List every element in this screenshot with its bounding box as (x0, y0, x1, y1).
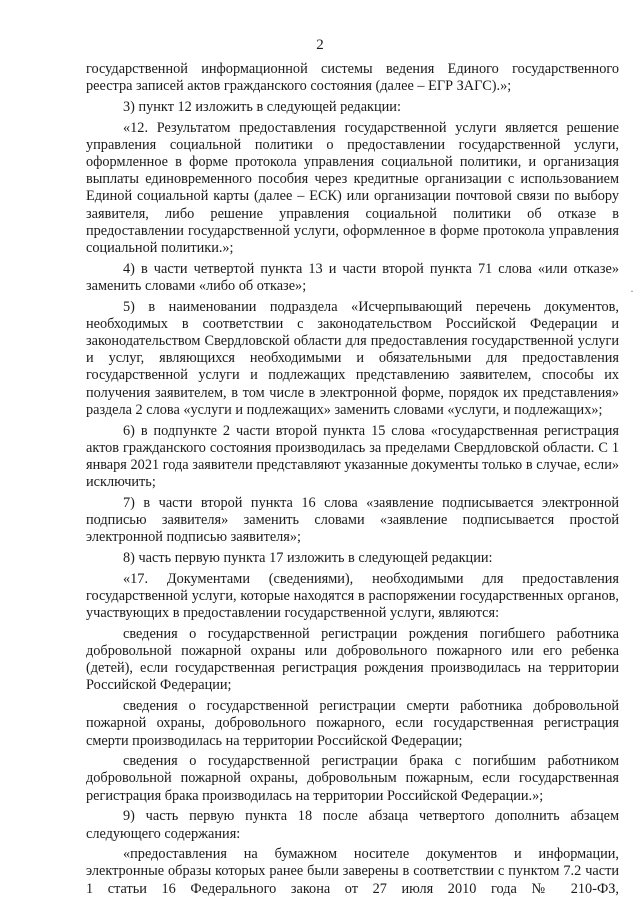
document-body (86, 61, 619, 901)
paragraph-birth-registration: сведения о государственной регистрации рождения погибшего работника добровольной пожарной охраны или добровольного пожарного или его ребенка (детей), если государственная регистрация рождения производилась на территории Российской Федерации; (86, 625, 619, 694)
page-number: 2 (316, 37, 324, 53)
paragraph-item-8: 8) часть первую пункта 17 изложить в следующей редакции: (123, 549, 493, 566)
paragraph-item-7: 7) в части второй пункта 16 слова «заявление подписывается электронной подписью заявителя» заменить словами «заявление подписывается простой электронной подписью заявителя»; (86, 494, 619, 546)
paragraph-quote-12: «12. Результатом предоставления государственной услуги является решение управления социальной политики о предоставлении государственной услуги, оформленное в форме протокола управления социальной политики, и организация выплаты единовременного пособия через кредитные организации с использованием Единой социальной карты (далее – ЕСК) или организации почтовой связи по выбору заявителя, либо решение управления социальной политики об отказе в предоставлении государственной услуги, оформленное в форме протокола управления социальной политики.»; (86, 119, 619, 257)
paragraph-continuation: государственной информационной системы ведения Единого государственного реестра записей актов гражданского состояния (далее – ЕГР ЗАГС).»; (86, 61, 619, 95)
margin-mark: · (630, 284, 634, 298)
paragraph-marriage-registration: сведения о государственной регистрации брака с погибшим работником добровольной пожарной охраны, добровольным пожарным, если государственная регистрация брака производилась на территории Российской Федерации.»; (86, 753, 619, 804)
paragraph-item-9: 9) часть первую пункта 18 после абзаца четвертого дополнить абзацем следующего содержания: (86, 808, 619, 842)
paragraph-quote-17: «17. Документами (сведениями), необходимыми для предоставления государственной услуги, которые находятся в распоряжении государственных органов, участвующих в предоставлении государственной услуги, являются: (86, 570, 619, 622)
paragraph-item-4: 4) в части четвертой пункта 13 и части второй пункта 71 слова «или отказе» заменить словами «либо об отказе»; (86, 260, 619, 294)
paragraph-quote-provision: «предоставления на бумажном носителе документов и информации, электронные образы которых ранее были заверены в соответствии с пунктом 7.2 части 1 статьи 16 Федерального закона от 27 июля 2010 года № 210-ФЗ, (86, 846, 619, 897)
paragraph-item-5: 5) в наименовании подраздела «Исчерпывающий перечень документов, необходимых в соответствии с законодательством Российской Федерации и законодательством Свердловской области для предоставления государственной услуги и услуг, являющихся необходимыми и обязательными для предоставления государственной услуги и подлежащих представлению заявителем, способы их получения заявителем, в том числе в электронной форме, порядок их представления» раздела 2 слова «услуги и подлежащих» заменить словами «услуги, и подлежащих»; (86, 298, 619, 418)
paragraph-item-6: 6) в подпункте 2 части второй пункта 15 слова «государственная регистрация актов гражданского состояния производилась за пределами Свердловской области. С 1 января 2021 года заявители представляют указанные документы только в случае, если» исключить; (86, 422, 619, 491)
paragraph-item-3: 3) пункт 12 изложить в следующей редакции: (123, 98, 401, 115)
paragraph-death-registration: сведения о государственной регистрации смерти работника добровольной пожарной охраны, добровольного пожарного, если государственная регистрация смерти производилась на территории Российской Федерации; (86, 698, 619, 749)
